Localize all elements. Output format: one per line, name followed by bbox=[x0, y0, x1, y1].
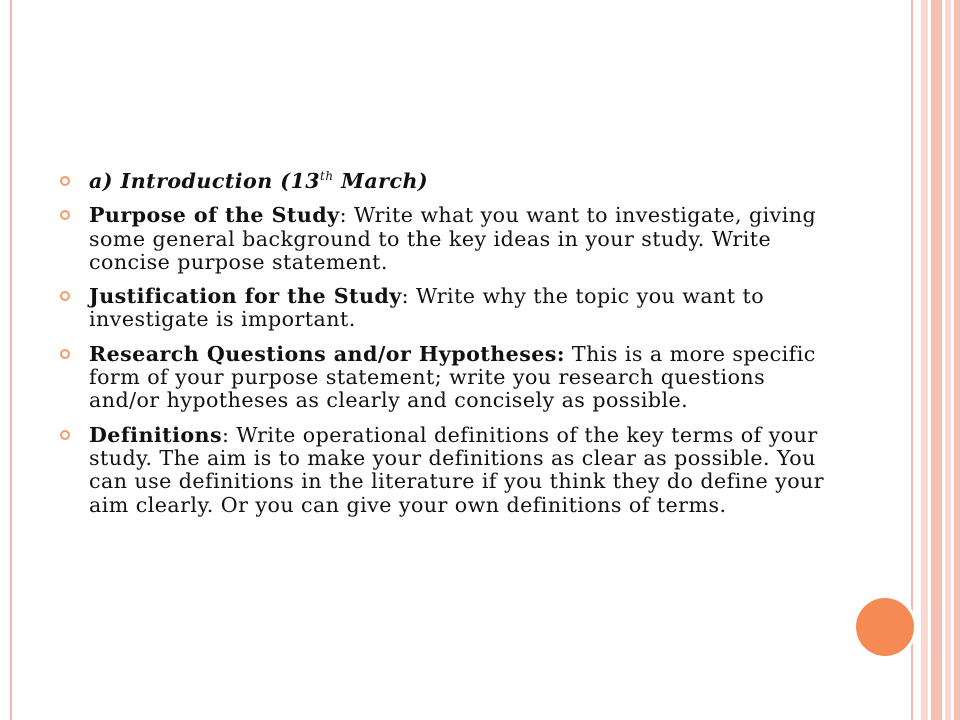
bullet-text: : Write why the topic you want to investigate is important. bbox=[89, 284, 765, 332]
ring-bullet-icon bbox=[60, 210, 70, 220]
bullet-label: Definitions bbox=[89, 422, 223, 447]
bullet-label: Justification for the Study bbox=[89, 284, 402, 309]
bullet-definitions bbox=[60, 424, 835, 517]
bullet-label: Purpose of the Study bbox=[89, 203, 340, 228]
bullet-text: : Write operational definitions of the key terms of your study. The aim is to make your definitions as clear as possible. You can use definitions in the literature if you think they do define your aim clearly. Or you can give your own definitions of terms. bbox=[89, 422, 825, 517]
heading-prefix: a) Introduction (13 bbox=[89, 169, 321, 193]
bullet-justification bbox=[60, 285, 835, 332]
slide-content bbox=[60, 170, 835, 528]
bullet-text: : Write what you want to investigate, giving some general background to the key ideas in your study. Write concise purpose statement. bbox=[89, 203, 817, 274]
bullet-introduction-heading bbox=[60, 170, 835, 193]
bullet-purpose bbox=[60, 204, 835, 274]
bullet-label: Research Questions and/or Hypotheses: bbox=[89, 341, 565, 366]
heading-superscript: th bbox=[320, 169, 334, 183]
ring-bullet-icon bbox=[60, 176, 70, 186]
ring-bullet-icon bbox=[60, 430, 70, 440]
heading-suffix: March) bbox=[333, 169, 429, 193]
ring-bullet-icon bbox=[60, 349, 70, 359]
ring-bullet-icon bbox=[60, 291, 70, 301]
decorative-stripes bbox=[917, 0, 960, 720]
bullet-research-questions bbox=[60, 343, 835, 413]
accent-circle bbox=[856, 598, 914, 656]
bullet-text: This is a more specific form of your purpose statement; write you research questions and/or hypotheses as clearly and concisely as possible. bbox=[89, 341, 816, 413]
